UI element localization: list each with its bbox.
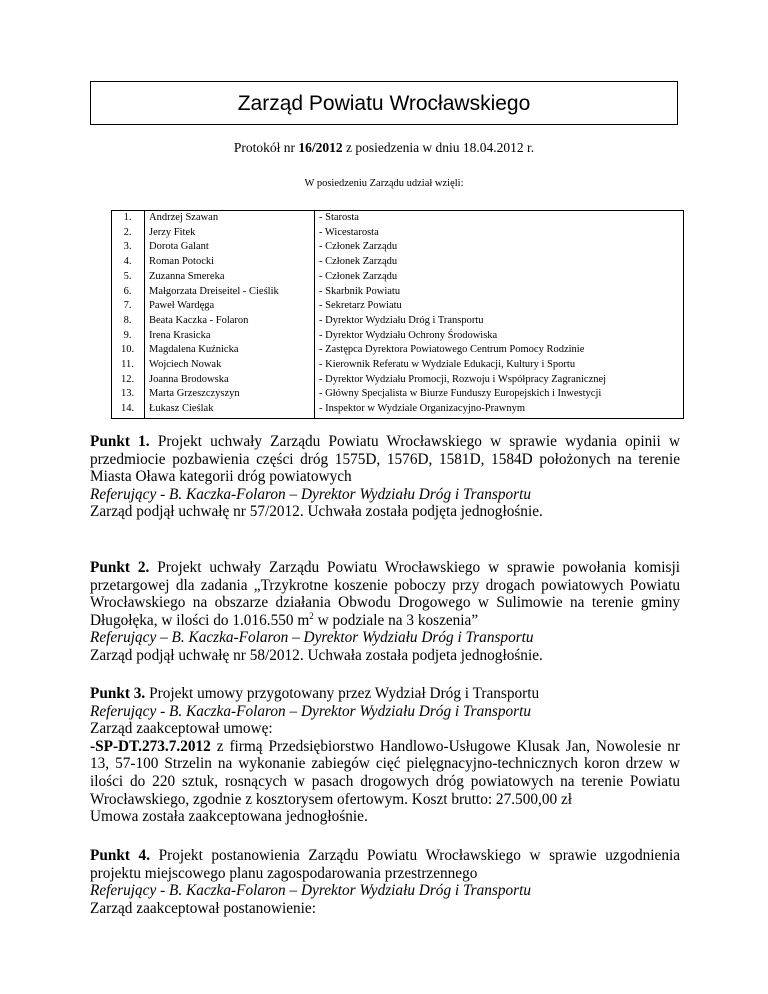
point-result: Zarząd zaakceptował postanowienie: [90, 899, 316, 917]
attendance-table [111, 210, 677, 418]
member-role: - Dyrektor Wydziału Promocji, Rozwoju i Współpracy Zagranicznej [319, 373, 607, 385]
point-text: Projekt postanowienia Zarządu Powiatu Wrocławskiego w sprawie uzgodnienia projektu miejscowego planu zagospodarowania przestrzennego [90, 847, 681, 882]
table-row [111, 387, 677, 402]
member-name: Zuzanna Smereka [145, 270, 315, 285]
table-row [111, 299, 677, 314]
point-result: Zarząd podjął uchwałę nr 58/2012. Uchwała została podjeta jednogłośnie. [90, 646, 543, 664]
table-row [111, 358, 677, 373]
member-name: Dorota Galant [145, 240, 315, 255]
table-row [111, 255, 677, 270]
member-name: Beata Kaczka - Folaron [145, 314, 315, 329]
member-number: 6. [111, 285, 145, 300]
member-role: - Członek Zarządu [319, 256, 398, 268]
member-name: Roman Potocki [145, 255, 315, 270]
member-number: 1. [111, 210, 145, 226]
table-row [111, 373, 677, 388]
table-row [111, 270, 677, 285]
member-number: 8. [111, 314, 145, 329]
member-number: 10. [111, 343, 145, 358]
protocol-line [0, 140, 768, 156]
table-row [111, 402, 677, 418]
member-role: - Dyrektor Wydziału Ochrony Środowiska [319, 329, 498, 341]
member-name: Jerzy Fitek [145, 226, 315, 241]
point-2 [90, 559, 680, 665]
member-name: Andrzej Szawan [145, 210, 315, 226]
point-text: Projekt uchwały Zarządu Powiatu Wrocławskiego w sprawie wydania opinii w przedmiocie pozbawienia części dróg 1575D, 1576D, 1581D, 1584D położonych na terenie Miasta Oława kategorii dróg powiatowych [90, 433, 680, 486]
member-name: Małgorzata Dreiseitel - Cieślik [145, 285, 315, 300]
page-title: Zarząd Powiatu Wrocławskiego [237, 92, 531, 115]
protocol-number: 16/2012 [298, 140, 343, 155]
member-number: 11. [111, 358, 145, 373]
attendance-intro: W posiedzeniu Zarządu udział wzięli: [304, 178, 464, 189]
member-role: - Zastępca Dyrektora Powiatowego Centrum Pomocy Rodzinie [319, 344, 585, 356]
point-referent: Referujący - B. Kaczka-Folaron – Dyrektor Wydziału Dróg i Transportu [90, 882, 532, 900]
member-number: 9. [111, 329, 145, 344]
member-number: 12. [111, 373, 145, 388]
member-number: 7. [111, 299, 145, 314]
member-role: - Kierownik Referatu w Wydziale Edukacji, Kultury i Sportu [319, 359, 576, 371]
member-role: - Członek Zarządu [319, 241, 398, 253]
point-3 [90, 685, 680, 826]
member-number: 3. [111, 240, 145, 255]
table-row [111, 329, 677, 344]
member-number: 2. [111, 226, 145, 241]
contract-number: -SP-DT.273.7.2012 [90, 737, 211, 755]
table-row [111, 226, 677, 241]
protocol-prefix: Protokół nr [233, 140, 295, 155]
table-row [111, 314, 677, 329]
point-accepted: Zarząd zaakceptował umowę: [90, 720, 273, 738]
member-role: - Dyrektor Wydziału Dróg i Transportu [319, 314, 484, 326]
member-number: 14. [111, 402, 145, 418]
member-role: - Starosta [319, 212, 359, 223]
member-name: Irena Krasicka [145, 329, 315, 344]
member-name: Marta Grzeszczyszyn [145, 387, 315, 402]
point-1 [90, 433, 680, 521]
member-number: 13. [111, 387, 145, 402]
point-label: Punkt 3. [90, 685, 146, 702]
member-role: - Wicestarosta [319, 226, 379, 238]
point-result: Zarząd podjął uchwałę nr 57/2012. Uchwała została podjęta jednogłośnie. [90, 503, 543, 521]
table-row [111, 210, 677, 226]
table-row [111, 343, 677, 358]
member-role: - Główny Specjalista w Biurze Funduszy Europejskich i Inwestycji [319, 388, 602, 400]
member-number: 5. [111, 270, 145, 285]
member-role: - Skarbnik Powiatu [319, 285, 401, 297]
point-text-continued: w podziale na 3 koszenia” [313, 611, 479, 629]
superscript: 2 [309, 610, 314, 621]
contract-text: z firmą Przedsiębiorstwo Handlowo-Usługowe Klusak Jan, Nowolesie nr 13, 57-100 Strzelin na wykonanie zabiegów cięć pielęgnacyjno-technicznych koron drzew w ilości do 220 sztuk, rosnących w pasach drogowych dróg powiatowych na terenie Powiatu Wrocławskiego, zgodnie z kosztorysem ofertowym. Koszt brutto: 27.500,00 zł [90, 737, 680, 808]
point-text: Projekt umowy przygotowany przez Wydział Dróg i Transportu [149, 685, 540, 702]
title-box [90, 81, 678, 125]
point-text: Projekt uchwały Zarządu Powiatu Wrocławskiego w sprawie powołania komisji przetargowej dla zadania „Trzykrotne koszenie poboczy przy drogach powiatowych Powiatu Wrocławskiego na obszarze działania Obwodu Drogowego w Sulimowie na terenie gminy Długołęka, w ilości do 1.016.550 m [90, 559, 681, 629]
point-referent: Referujący – B. Kaczka-Folaron – Dyrektor Wydziału Dróg i Transportu [90, 629, 534, 647]
member-name: Paweł Wardęga [145, 299, 315, 314]
point-result: Umowa została zaakceptowana jednogłośnie. [90, 808, 368, 826]
point-label: Punkt 4. [90, 847, 151, 864]
member-name: Joanna Brodowska [145, 373, 315, 388]
member-name: Wojciech Nowak [145, 358, 315, 373]
protocol-suffix: z posiedzenia w dniu 18.04.2012 r. [345, 140, 535, 155]
member-name: Łukasz Cieślak [145, 402, 315, 418]
table-row [111, 285, 677, 300]
point-referent: Referujący - B. Kaczka-Folaron – Dyrektor Wydziału Dróg i Transportu [90, 485, 532, 503]
member-number: 4. [111, 255, 145, 270]
point-referent: Referujący - B. Kaczka-Folaron – Dyrektor Wydziału Dróg i Transportu [90, 702, 532, 720]
member-role: - Sekretarz Powiatu [319, 300, 402, 312]
point-label: Punkt 2. [90, 559, 150, 576]
member-role: - Inspektor w Wydziale Organizacyjno-Prawnym [319, 403, 526, 415]
member-name: Magdalena Kuźnicka [145, 343, 315, 358]
point-4 [90, 847, 680, 917]
table-row [111, 240, 677, 255]
point-label: Punkt 1. [90, 433, 150, 450]
member-role: - Członek Zarządu [319, 270, 398, 282]
